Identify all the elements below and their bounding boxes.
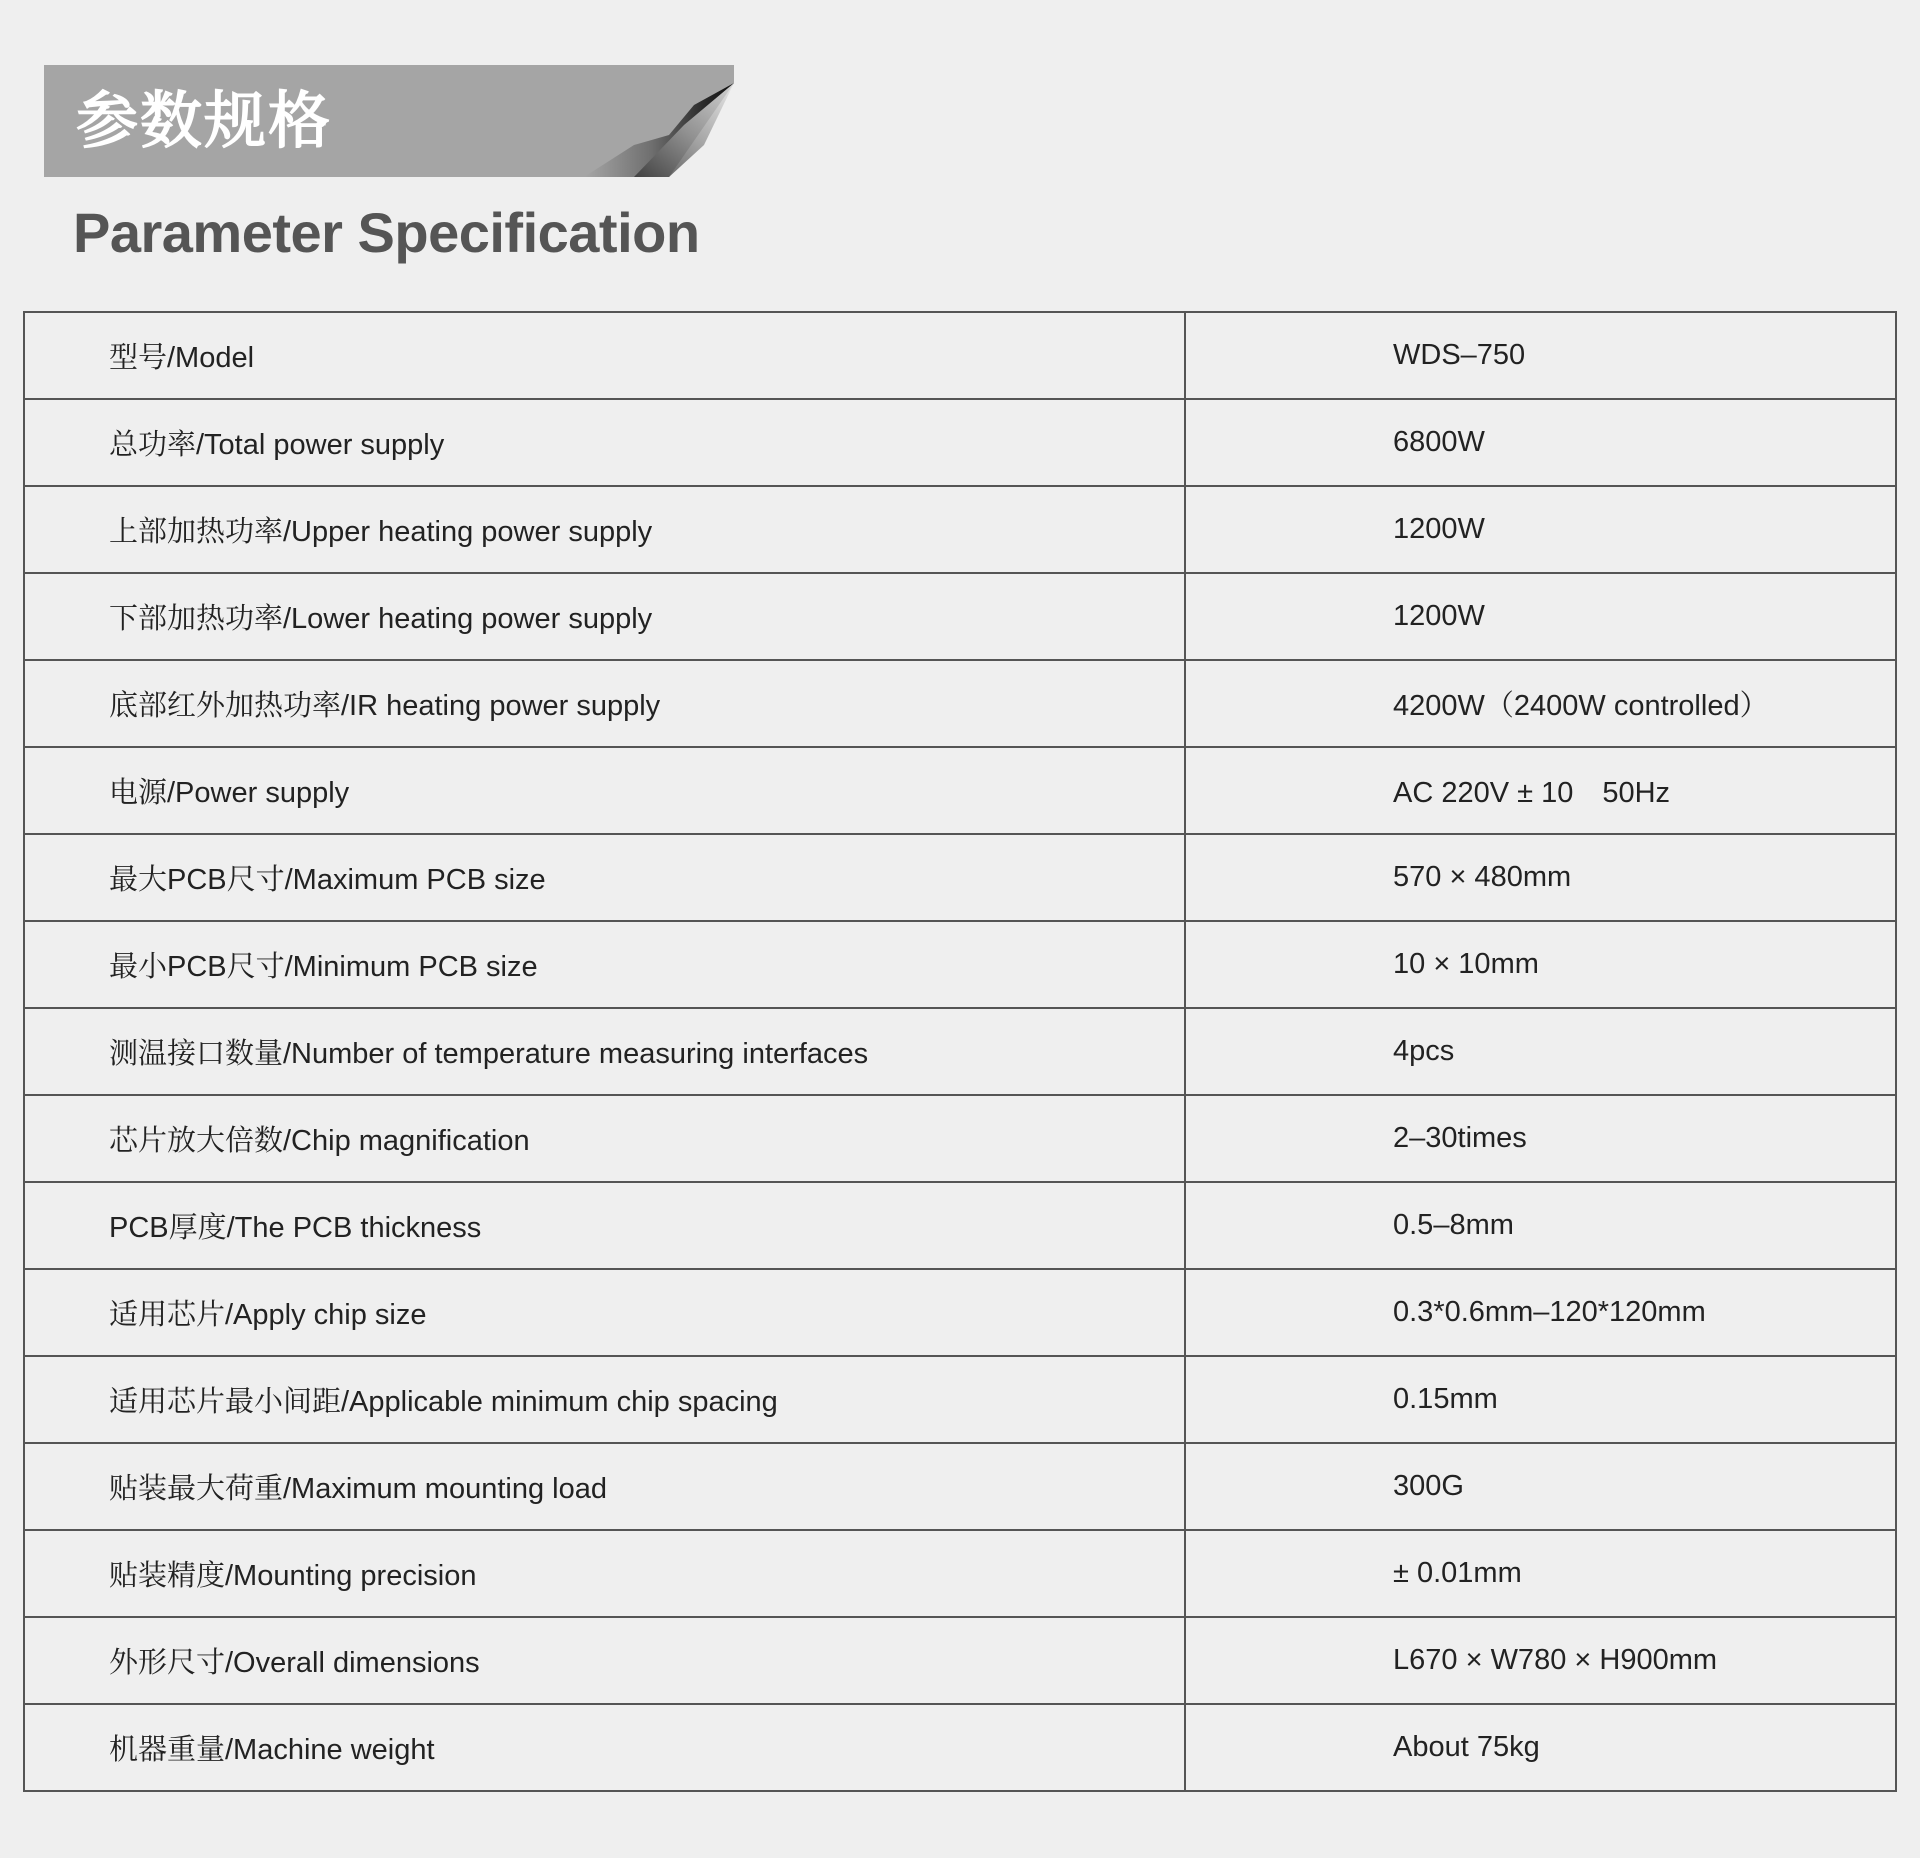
- param-name-cell: 总功率/Total power supply: [24, 399, 1185, 486]
- param-name-cell: 贴装最大荷重/Maximum mounting load: [24, 1443, 1185, 1530]
- param-name-cell: 贴装精度/Mounting precision: [24, 1530, 1185, 1617]
- param-value-cell: 0.15mm: [1185, 1356, 1896, 1443]
- param-name-cell: 测温接口数量/Number of temperature measuring interfaces: [24, 1008, 1185, 1095]
- param-value-cell: 0.5–8mm: [1185, 1182, 1896, 1269]
- spec-table-body: [24, 312, 1896, 1791]
- param-name-cell: 型号/Model: [24, 312, 1185, 399]
- param-value-cell: 300G: [1185, 1443, 1896, 1530]
- param-name-cell: 机器重量/Machine weight: [24, 1704, 1185, 1791]
- param-name-cell: 底部红外加热功率/IR heating power supply: [24, 660, 1185, 747]
- param-value-cell: 6800W: [1185, 399, 1896, 486]
- param-name-cell: 电源/Power supply: [24, 747, 1185, 834]
- param-name-cell: 上部加热功率/Upper heating power supply: [24, 486, 1185, 573]
- spec-table: [23, 311, 1897, 1792]
- param-name-cell: 下部加热功率/Lower heating power supply: [24, 573, 1185, 660]
- param-name-cell: 最小PCB尺寸/Minimum PCB size: [24, 921, 1185, 1008]
- param-name-cell: 适用芯片/Apply chip size: [24, 1269, 1185, 1356]
- param-name-cell: 芯片放大倍数/Chip magnification: [24, 1095, 1185, 1182]
- param-value-cell: 1200W: [1185, 486, 1896, 573]
- table-row: [24, 1356, 1896, 1443]
- title-banner: [44, 65, 734, 177]
- param-name-cell: PCB厚度/The PCB thickness: [24, 1182, 1185, 1269]
- table-row: [24, 1095, 1896, 1182]
- table-row: [24, 1617, 1896, 1704]
- table-row: [24, 921, 1896, 1008]
- param-value-cell: 10 × 10mm: [1185, 921, 1896, 1008]
- param-value-cell: 4pcs: [1185, 1008, 1896, 1095]
- param-name-cell: 外形尺寸/Overall dimensions: [24, 1617, 1185, 1704]
- param-value-cell: L670 × W780 × H900mm: [1185, 1617, 1896, 1704]
- table-row: [24, 660, 1896, 747]
- param-value-cell: 0.3*0.6mm–120*120mm: [1185, 1269, 1896, 1356]
- table-row: [24, 486, 1896, 573]
- table-row: [24, 573, 1896, 660]
- table-row: [24, 1443, 1896, 1530]
- table-row: [24, 312, 1896, 399]
- table-row: [24, 1530, 1896, 1617]
- param-name-cell: 适用芯片最小间距/Applicable minimum chip spacing: [24, 1356, 1185, 1443]
- param-value-cell: AC 220V ± 10 50Hz: [1185, 747, 1896, 834]
- page-title-chinese: 参数规格: [76, 84, 333, 157]
- param-value-cell: 4200W（2400W controlled）: [1185, 660, 1896, 747]
- table-row: [24, 1704, 1896, 1791]
- table-row: [24, 1182, 1896, 1269]
- param-value-cell: 1200W: [1185, 573, 1896, 660]
- param-name-cell: 最大PCB尺寸/Maximum PCB size: [24, 834, 1185, 921]
- table-row: [24, 834, 1896, 921]
- param-value-cell: 570 × 480mm: [1185, 834, 1896, 921]
- param-value-cell: 2–30times: [1185, 1095, 1896, 1182]
- table-row: [24, 1008, 1896, 1095]
- page-title-english: Parameter Specification: [73, 201, 700, 264]
- table-row: [24, 399, 1896, 486]
- param-value-cell: ± 0.01mm: [1185, 1530, 1896, 1617]
- table-row: [24, 747, 1896, 834]
- table-row: [24, 1269, 1896, 1356]
- param-value-cell: WDS–750: [1185, 312, 1896, 399]
- param-value-cell: About 75kg: [1185, 1704, 1896, 1791]
